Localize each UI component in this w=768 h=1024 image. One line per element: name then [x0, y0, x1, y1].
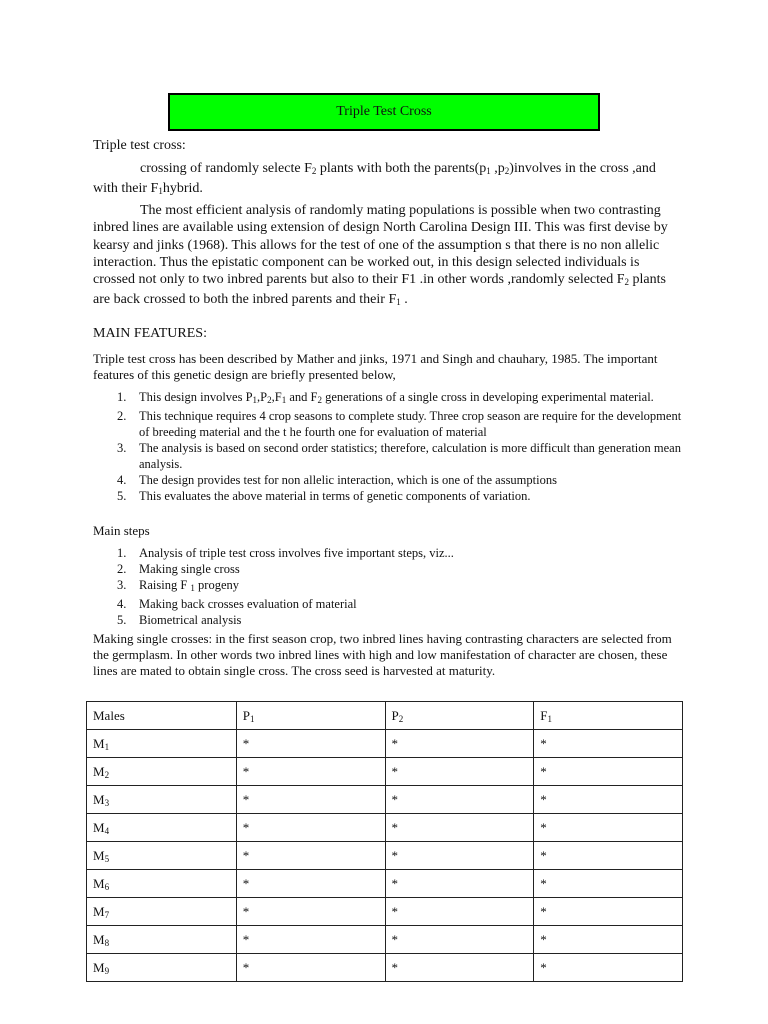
header-text: F: [540, 707, 548, 723]
list-item: [93, 408, 683, 440]
para1-sub-a: 2: [311, 166, 317, 176]
item-sub: 1: [190, 583, 195, 593]
table-cell: [87, 842, 237, 870]
item-text: ,F: [271, 390, 282, 404]
cell-sub: 5: [104, 853, 110, 864]
header-text: P: [391, 707, 399, 723]
item-text: ,P: [257, 390, 268, 404]
item-text: progeny: [194, 578, 239, 592]
item-text: Making single cross: [139, 562, 240, 576]
header-text: P: [242, 707, 250, 723]
table-cell: [87, 870, 237, 898]
table-row: [87, 842, 683, 870]
cell-text: M: [93, 763, 105, 779]
main-steps-list: [93, 545, 683, 628]
table-cell: *: [534, 786, 683, 814]
list-item: [93, 440, 683, 472]
header-text: Males: [93, 707, 125, 723]
table-cell: *: [385, 870, 534, 898]
header-cell: [534, 702, 683, 730]
item-text: and F: [286, 390, 318, 404]
table-cell: *: [236, 870, 385, 898]
item-sub: 2: [317, 395, 322, 405]
cell-text: M: [93, 847, 105, 863]
table-cell: [87, 898, 237, 926]
table-cell: *: [534, 842, 683, 870]
list-number: 1.: [117, 546, 127, 560]
item-text: This evaluates the above material in terms of genetic components of variation.: [139, 489, 531, 503]
header-sub: 1: [250, 713, 255, 724]
list-number: 3.: [117, 578, 127, 592]
list-item: [93, 488, 683, 504]
table-cell: *: [534, 758, 683, 786]
table-cell: [87, 730, 237, 758]
cell-text: M: [93, 791, 105, 807]
table-header-row: [87, 702, 683, 730]
table-cell: *: [385, 898, 534, 926]
cell-text: M: [93, 819, 105, 835]
cell-sub: 9: [104, 965, 110, 976]
para1-text-e: hybrid.: [162, 181, 203, 196]
list-number: 4.: [117, 597, 127, 611]
table-cell: *: [385, 786, 534, 814]
table-row: [87, 954, 683, 982]
cell-sub: 8: [104, 937, 110, 948]
list-number: 2.: [117, 409, 127, 423]
cell-sub: 4: [104, 825, 110, 836]
para2-sub-a: 2: [624, 277, 630, 288]
header-sub: 1: [547, 713, 552, 724]
item-sub: 1: [281, 395, 287, 405]
single-crosses-paragraph: Making single crosses: in the first season crop, two inbred lines having contrasting characters are selected from the germplasm. In other words two inbred lines with high and low manifestation of character are chosen, these lines are mated to obtain single cross. The cross seed is harvested at maturity.: [93, 631, 672, 678]
table-cell: *: [534, 730, 683, 758]
table-cell: [87, 954, 237, 982]
table-cell: *: [236, 814, 385, 842]
table-cell: *: [385, 842, 534, 870]
para2-text-a: The most efficient analysis of randomly mating populations is possible when two contrasting inbred lines are available using extension of design North Carolina Design III. This was first devise by kearsy and jinks (1968). This allows for the test of one of the assumption s that there is no non allelic interaction. Thus the epistatic component can be worked out, in this design selected individuals is crossed not only to two inbred parents but also to their F1 .in other words ,randomly selected F: [93, 203, 668, 288]
para1-text-d: )involves in the cross ,and with their F: [93, 161, 656, 196]
para1-sub-d: 1: [158, 186, 163, 196]
main-features-heading: MAIN FEATURES:: [93, 326, 207, 341]
para2-text-b: plants are back crossed to both the inbred parents and their F: [93, 272, 666, 308]
table-cell: *: [236, 758, 385, 786]
table-cell: *: [236, 954, 385, 982]
intro-paragraph-1: [93, 160, 683, 200]
table-cell: *: [534, 926, 683, 954]
table-cell: *: [236, 898, 385, 926]
table-cell: [87, 786, 237, 814]
table-cell: *: [385, 814, 534, 842]
item-text: generations of a single cross in developing experimental material.: [321, 390, 654, 404]
cell-sub: 3: [104, 797, 110, 808]
item-text: This design involves P: [139, 390, 253, 404]
intro-heading: Triple test cross:: [93, 138, 186, 153]
para2-sub-b: 1: [396, 297, 401, 308]
para1-sub-c: 2: [504, 166, 510, 176]
para1-sub-b: 1: [486, 166, 491, 176]
list-item: [93, 545, 683, 561]
table-cell: [87, 758, 237, 786]
table-cell: *: [534, 870, 683, 898]
para1-text-a: crossing of randomly selecte F: [140, 161, 312, 176]
header-sub: 2: [398, 713, 404, 724]
table-cell: *: [534, 898, 683, 926]
item-sub: 1: [252, 395, 258, 405]
header-cell: [385, 702, 534, 730]
table-cell: *: [385, 758, 534, 786]
item-text: Raising F: [139, 578, 191, 592]
main-features-list: [93, 389, 683, 504]
list-item: [93, 472, 683, 488]
crosses-table: [86, 701, 683, 982]
cell-sub: 2: [104, 769, 110, 780]
table-cell: [87, 814, 237, 842]
cell-text: M: [93, 735, 105, 751]
table-row: [87, 730, 683, 758]
table-row: [87, 926, 683, 954]
list-number: 2.: [117, 562, 127, 576]
title-box: [168, 93, 600, 131]
table-row: [87, 870, 683, 898]
para1-text-c: ,p: [490, 161, 505, 176]
table-cell: *: [236, 842, 385, 870]
table-row: [87, 786, 683, 814]
table-cell: *: [236, 926, 385, 954]
table-cell: *: [385, 730, 534, 758]
main-steps-heading: Main steps: [93, 523, 150, 538]
header-cell: [236, 702, 385, 730]
cell-sub: 7: [104, 909, 110, 920]
document-title: Triple Test Cross: [336, 104, 432, 119]
list-number: 1.: [117, 390, 127, 404]
cell-sub: 1: [104, 741, 110, 752]
table-cell: *: [236, 786, 385, 814]
list-item: [93, 612, 683, 628]
table-cell: *: [534, 814, 683, 842]
item-sub: 2: [267, 395, 272, 405]
table-cell: *: [385, 954, 534, 982]
intro-paragraph-2: [93, 202, 683, 312]
list-item: [93, 389, 683, 408]
list-number: 4.: [117, 473, 127, 487]
table-row: [87, 758, 683, 786]
item-text: The design provides test for non allelic interaction, which is one of the assumptions: [139, 473, 557, 487]
list-number: 5.: [117, 489, 127, 503]
list-number: 5.: [117, 613, 127, 627]
list-item: [93, 577, 683, 596]
table-row: [87, 898, 683, 926]
table-row: [87, 814, 683, 842]
cell-text: M: [93, 931, 105, 947]
cell-text: M: [93, 959, 105, 975]
item-text: Biometrical analysis: [139, 613, 242, 627]
item-text: Making back crosses evaluation of material: [139, 597, 357, 611]
cell-text: M: [93, 875, 105, 891]
table-cell: *: [534, 954, 683, 982]
item-text: The analysis is based on second order statistics; therefore, calculation is more difficult than generation mean analysis.: [139, 441, 681, 471]
item-text: Analysis of triple test cross involves five important steps, viz...: [139, 546, 454, 560]
header-cell: [87, 702, 237, 730]
main-features-intro: Triple test cross has been described by Mather and jinks, 1971 and Singh and chauhary, 1985. The important features of this genetic design are briefly presented below,: [93, 351, 658, 382]
list-item: [93, 596, 683, 612]
table-cell: *: [385, 926, 534, 954]
cell-sub: 6: [104, 881, 110, 892]
list-item: [93, 561, 683, 577]
table-cell: *: [236, 730, 385, 758]
list-number: 3.: [117, 441, 127, 455]
table-cell: [87, 926, 237, 954]
cell-text: M: [93, 903, 105, 919]
item-text: This technique requires 4 crop seasons to complete study. Three crop season are require for the development of breeding material and the t he fourth one for evaluation of material: [139, 409, 682, 439]
para2-text-c: .: [400, 292, 408, 308]
para1-text-b: plants with both the parents(p: [316, 161, 487, 176]
